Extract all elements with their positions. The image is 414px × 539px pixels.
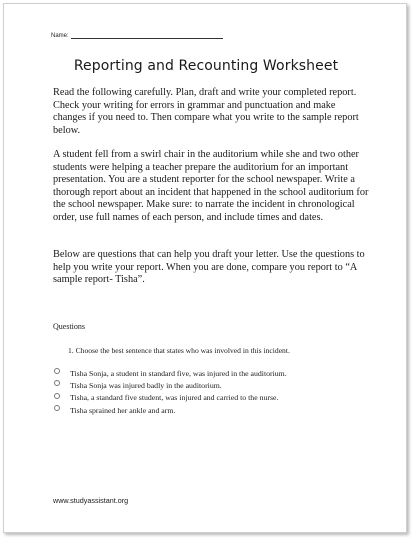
- footer-website: www.studyassistant.org: [53, 496, 129, 505]
- answer-option-label: Tisha Sonja was injured badly in the auditorium.: [70, 380, 222, 390]
- question-1-text: 1. Choose the best sentence that states who was involved in this incident.: [68, 346, 290, 355]
- answer-option[interactable]: [54, 367, 287, 379]
- worksheet-page: [3, 3, 407, 533]
- name-label: Name:: [51, 33, 69, 39]
- answer-option-label: Tisha, a standard five student, was injured and carried to the nurse.: [70, 393, 279, 403]
- answer-option[interactable]: [54, 379, 287, 391]
- radio-button[interactable]: [54, 393, 60, 399]
- answer-option[interactable]: [54, 392, 287, 404]
- name-blank-line: [71, 32, 223, 39]
- scenario-paragraph: A student fell from a swirl chair in the auditorium while she and two other students were helping a teacher prepare the auditorium for an important presentation. You are a student reporter for the school newspaper. Write a thorough report about an incident that happened in the school auditorium for the school newspaper. Make sure: to narrate the incident in chronological order, use full names of each person, and include times and dates.: [53, 149, 369, 223]
- worksheet-title: Reporting and Recounting Worksheet: [73, 58, 339, 74]
- questions-heading: Questions: [53, 322, 85, 331]
- instructions-paragraph: Read the following carefully. Plan, draft and write your completed report. Check your writing for errors in grammar and punctuation and make changes if you need to. Then compare what you write to the sample report below.: [53, 87, 359, 136]
- guidance-paragraph: Below are questions that can help you draft your letter. Use the questions to help you write your report. When you are done, compare you report to “A sample report- Tisha”.: [53, 249, 365, 285]
- question-1-options: [54, 367, 287, 416]
- radio-button[interactable]: [54, 405, 60, 411]
- answer-option[interactable]: [54, 404, 287, 416]
- answer-option-label: Tisha sprained her ankle and arm.: [70, 405, 176, 415]
- radio-button[interactable]: [54, 368, 60, 374]
- answer-option-label: Tisha Sonja, a student in standard five, was injured in the auditorium.: [70, 368, 287, 378]
- radio-button[interactable]: [54, 380, 60, 386]
- name-field[interactable]: [51, 32, 223, 39]
